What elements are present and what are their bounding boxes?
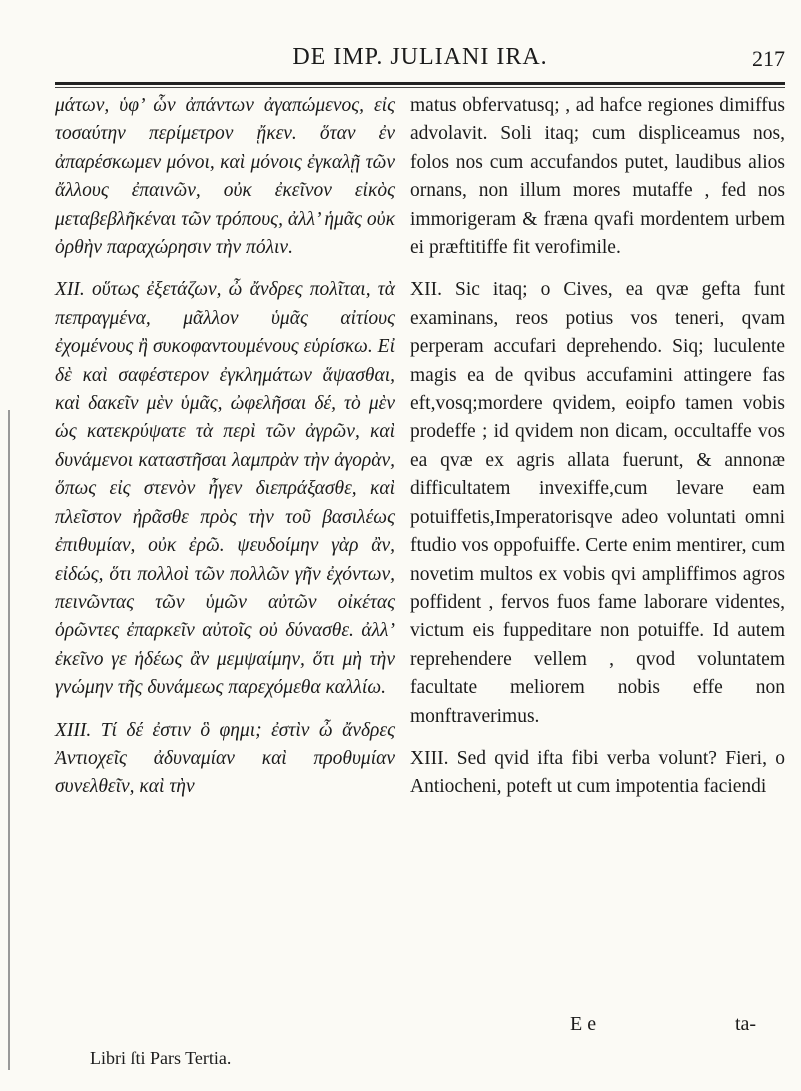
margin-line [8, 410, 10, 1070]
signature-mark: E e [570, 1013, 597, 1035]
greek-paragraph: μάτων, ὑφ’ ὧν ἀπάντων ἀγαπώμενος, εἰς τοσαύτην περίμετρον ᾔκεν. ὅταν ἐν ἀπαρέσκωμεν μόνοι, καὶ μόνοις ἐγκαλῇ τῶν ἄλλους ἐπαινῶν, οὐκ ἐκεῖνον εἰκὸς μεταβεβλῆκέναι τῶν τρόπους, ἀλλ’ ἡμᾶς οὐκ ὀρθὴν παραχώρησιν τὴν πόλιν. [55, 95, 395, 259]
catchword: ta- [735, 1013, 757, 1035]
greek-paragraph: XIII. Τί δέ ἐστιν ὃ φημι; ἐστὶν ὦ ἄνδρες Ἀντιοχεῖς ἀδυναμίαν καὶ προθυμίαν συνελθεῖν, καὶ τὴν [55, 719, 395, 798]
header-rule-thin [55, 87, 785, 88]
latin-column [410, 92, 785, 802]
page-header [55, 40, 785, 80]
footer-signature: Libri ſti Pars Tertia. [90, 1048, 232, 1068]
greek-paragraph: XII. οὕτως ἐξετάζων, ὦ ἄνδρες πολῖται, τὰ πεπραγμένα, μᾶλλον ὑμᾶς αἰτίους ἐχομένους ἢ συκοφαντουμένους εὑρίσκω. Εἰ δὲ καὶ σαφέστερον ἐγκλημάτων ἅψασθαι, καὶ δακεῖν μὲν ὑμᾶς, ὠφελῆσαι δέ, τὸ μὲν ὡς κατεκρύψατε τὰ περὶ τῶν ἀγρῶν, καὶ δυνάμενοι καταστῆσαι λαμπρὰν τὴν ἀγορὰν, ὅπως εἰς στενὸν ἦγεν διεπράξασθε, καὶ πλεῖστον ἠρᾶσθε πρὸς τὴν τοῦ βασιλέως ἐπιθυμίαν, οὐκ ἐρῶ. ψευδοίμην γὰρ ἂν, εἰδώς, ὅτι πολλοὶ τῶν πολλῶν γῆν ἐχόντων, πεινῶντας τῶν ὑμῶν αὐτῶν οἰκέτας ὁρῶντες ἐπαρκεῖν αὐτοῖς οὐ δύνασθε. ἀλλ’ ἐκεῖνο γε ἡδέως ἂν μεμψαίμην, ὅτι μὴ τὴν γνώμην τῆς δυνάμεως παρεχόμεθα καλλίω. [55, 279, 395, 699]
page-number: 217 [752, 46, 785, 71]
greek-column [55, 92, 395, 802]
latin-paragraph: XIII. Sed qvid ifta fibi verba volunt? Fieri, o Antiocheni, poteft ut cum impotentia faciendi [410, 747, 785, 798]
running-title: DE IMP. JULIANI IRA. [292, 44, 548, 70]
latin-paragraph: XII. Sic itaq; o Cives, ea qvæ gefta funt examinans, reos potius vos teneri, qvam perperam accufari deprehendo. Siq; luculente magis ea de qvibus accufamini attingere fas eft,vosq;mordere qvidem, eoipfo tamen vobis prodeffe ; id qvidem non dicam, occultaffe vos ea qvæ ex agris allata fuerunt, & annonæ difficultatem invexiffe,cum levare eam potuiffetis,Imperatorisqve adeo voluntati omni ftudio vos oppofuiffe. Certe enim mentirer, cum novetim multos ex vobis qvi ampliffimos agros poffident , fervos fuos fame laborare videntes, victum eis fuppeditare non potuiffe. Id autem reprehendere vellem , qvod voluntatem facultate meliorem nobis effe non monftraverimus. [410, 279, 785, 727]
header-rule [55, 82, 785, 85]
latin-paragraph: matus obfervatusq; , ad hafce regiones dimiffus advolavit. Soli itaq; cum displiceamus nos, folos nos cum accufandos putet, laudibus alios ornans, non illum mores mutaffe , fed nos immorigeram & fræna qvafi mordentem urbem ei præftitiffe fit verofimile. [410, 95, 785, 259]
